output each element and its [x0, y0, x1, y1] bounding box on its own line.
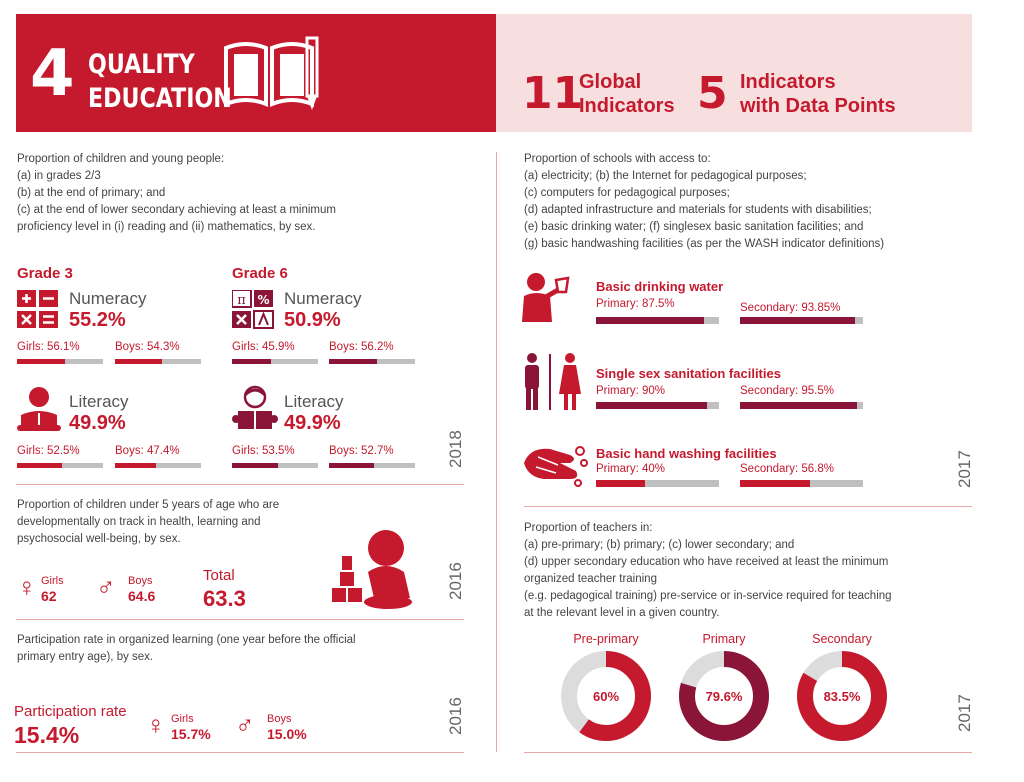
math-operators-icon: [17, 290, 61, 330]
grade6-numeracy-value: 50.9%: [284, 309, 341, 331]
hand-washing-secondary: Secondary: 56.8%: [740, 463, 834, 475]
grade3-numeracy-girls-bar: [17, 359, 103, 364]
bar-fill: [740, 402, 857, 409]
development-boys-label: Boys: [128, 575, 153, 587]
sanitation-secondary-bar: [740, 402, 863, 409]
grade3-numeracy-label: Numeracy: [69, 289, 147, 308]
grade3-literacy-boys-bar: [115, 463, 201, 468]
donut-label-pre-primary: Pre-primary: [573, 632, 639, 646]
data-indicators-count: 5: [697, 68, 728, 119]
hand-washing-primary: Primary: 40%: [596, 463, 666, 475]
donut-value-pre-primary: 60%: [592, 689, 620, 704]
proficiency-year: 2018: [446, 430, 465, 468]
grade6-numeracy-girls-bar: [232, 359, 318, 364]
grade3-title: Grade 3: [17, 265, 73, 282]
bar-fill: [232, 463, 278, 468]
participation-description: Participation rate in organized learning (one year before the official primary entry age), by sex.: [17, 634, 356, 663]
divider: [524, 752, 972, 753]
schools-description: Proportion of schools with access to: (a) electricity; (b) the Internet for pedagogical purposes; (c) computers for pedagogical purposes; (d) adapted infrastructure and materials for students with disabilities; (e) basic drinking water; (f) singlesex basic sanitation facilities; and (g) basic handwashing facilities (as per the WASH indicator definitions): [524, 153, 885, 250]
participation-rate-value: 15.4%: [14, 722, 80, 748]
advanced-math-icon: [232, 290, 276, 330]
female-symbol-icon: ♀: [146, 710, 166, 740]
grade6-literacy-girls-bar: [232, 463, 318, 468]
bar-fill: [17, 359, 65, 364]
sanitation-title: Single sex sanitation facilities: [596, 366, 781, 381]
bar-fill: [596, 317, 704, 324]
grade3-numeracy-boys-bar: [115, 359, 201, 364]
goal-number: 4: [30, 37, 75, 111]
goal-title: QUALITY EDUCATION: [88, 49, 232, 114]
drinking-water-secondary-bar: [740, 317, 863, 324]
development-year: 2016: [446, 562, 465, 600]
grade6-literacy-girls: Girls: 53.5%: [232, 445, 295, 457]
grade3-numeracy-boys: Boys: 54.3%: [115, 341, 180, 353]
participation-rate-label: Participation rate: [14, 703, 127, 720]
grade3-literacy-value: 49.9%: [69, 412, 126, 434]
female-symbol-icon: ♀: [17, 572, 37, 602]
sanitation-primary: Primary: 90%: [596, 385, 666, 397]
grade3-literacy-boys: Boys: 47.4%: [115, 445, 180, 457]
global-indicators-count: 11: [522, 68, 584, 119]
pencil-icon: [304, 36, 320, 112]
bar-fill: [740, 480, 810, 487]
sanitation-secondary: Secondary: 95.5%: [740, 385, 834, 397]
bar-fill: [740, 317, 855, 324]
donut-value-primary: 79.6%: [705, 689, 743, 704]
hand-washing-secondary-bar: [740, 480, 863, 487]
sanitation-primary-bar: [596, 402, 719, 409]
grade6-literacy-boys-bar: [329, 463, 415, 468]
bar-fill: [329, 359, 377, 364]
participation-girls-value: 15.7%: [171, 726, 211, 742]
grade6-literacy-boys: Boys: 52.7%: [329, 445, 394, 457]
grade6-numeracy-girls: Girls: 45.9%: [232, 341, 295, 353]
development-girls-value: 62: [41, 588, 57, 604]
bar-fill: [17, 463, 62, 468]
development-total-label: Total: [203, 567, 235, 584]
proficiency-description: Proportion of children and young people: (a) in grades 2/3 (b) at the end of primary; and (c) at the end of lower secondary achieving at least a minimum proficiency level in (i) reading and (ii) mathematics, by sex.: [17, 153, 336, 233]
drinking-water-primary: Primary: 87.5%: [596, 298, 675, 310]
development-girls-label: Girls: [41, 575, 64, 587]
toddler-blocks-icon: [330, 526, 416, 610]
svg-text:%: %: [257, 293, 270, 307]
grade3-literacy-label: Literacy: [69, 392, 129, 411]
bar-fill: [596, 402, 707, 409]
drinking-water-title: Basic drinking water: [596, 279, 724, 294]
hand-washing-icon: [520, 441, 588, 487]
male-symbol-icon: ♂: [96, 572, 116, 602]
drinking-water-icon: [520, 272, 572, 324]
drinking-water-primary-bar: [596, 317, 719, 324]
donut-value-secondary: 83.5%: [823, 689, 861, 704]
bar-fill: [115, 463, 156, 468]
svg-text:π: π: [237, 293, 246, 308]
hand-washing-primary-bar: [596, 480, 719, 487]
grade6-numeracy-boys: Boys: 56.2%: [329, 341, 394, 353]
donut-label-primary: Primary: [702, 632, 746, 646]
center-divider: [496, 152, 497, 752]
hand-washing-title: Basic hand washing facilities: [596, 446, 777, 461]
restroom-icon: [520, 352, 582, 412]
donut-label-secondary: Secondary: [812, 632, 872, 646]
reading-student-icon: [232, 385, 278, 433]
grade6-title: Grade 6: [232, 265, 288, 282]
teachers-description: Proportion of teachers in: (a) pre-primary; (b) primary; (c) lower secondary; and (d) upper secondary education who have received at least the minimum organized teacher training (e.g. pedagogical training) pre-service or in-service required for teaching at the relevant level in a given country.: [524, 522, 892, 619]
grade3-literacy-girls-bar: [17, 463, 103, 468]
reading-child-icon: [17, 385, 61, 433]
bar-fill: [596, 480, 645, 487]
divider: [16, 619, 464, 620]
divider: [524, 506, 972, 507]
grade6-literacy-label: Literacy: [284, 392, 344, 411]
grade3-numeracy-value: 55.2%: [69, 309, 126, 331]
schools-year: 2017: [955, 450, 974, 488]
divider: [16, 752, 464, 753]
participation-year: 2016: [446, 697, 465, 735]
drinking-water-secondary: Secondary: 93.85%: [740, 302, 841, 314]
grade6-literacy-value: 49.9%: [284, 412, 341, 434]
participation-girls-label: Girls: [171, 713, 194, 725]
bar-fill: [329, 463, 374, 468]
grade6-numeracy-label: Numeracy: [284, 289, 362, 308]
participation-boys-label: Boys: [267, 713, 292, 725]
development-boys-value: 64.6: [128, 588, 156, 604]
divider: [16, 484, 464, 485]
bar-fill: [115, 359, 162, 364]
teacher-training-donuts: [546, 648, 902, 744]
grade3-literacy-girls: Girls: 52.5%: [17, 445, 80, 457]
data-indicators-label: Indicators with Data Points: [740, 71, 896, 117]
male-symbol-icon: ♂: [235, 710, 255, 740]
grade3-numeracy-girls: Girls: 56.1%: [17, 341, 80, 353]
development-description: Proportion of children under 5 years of age who are developmentally on track in health, learning and psychosocial well-being, by sex.: [17, 499, 280, 545]
development-total-value: 63.3: [203, 586, 246, 611]
global-indicators-label: Global Indicators: [579, 71, 675, 117]
grade6-numeracy-boys-bar: [329, 359, 415, 364]
participation-boys-value: 15.0%: [267, 726, 307, 742]
bar-fill: [232, 359, 271, 364]
teachers-year: 2017: [955, 694, 974, 732]
